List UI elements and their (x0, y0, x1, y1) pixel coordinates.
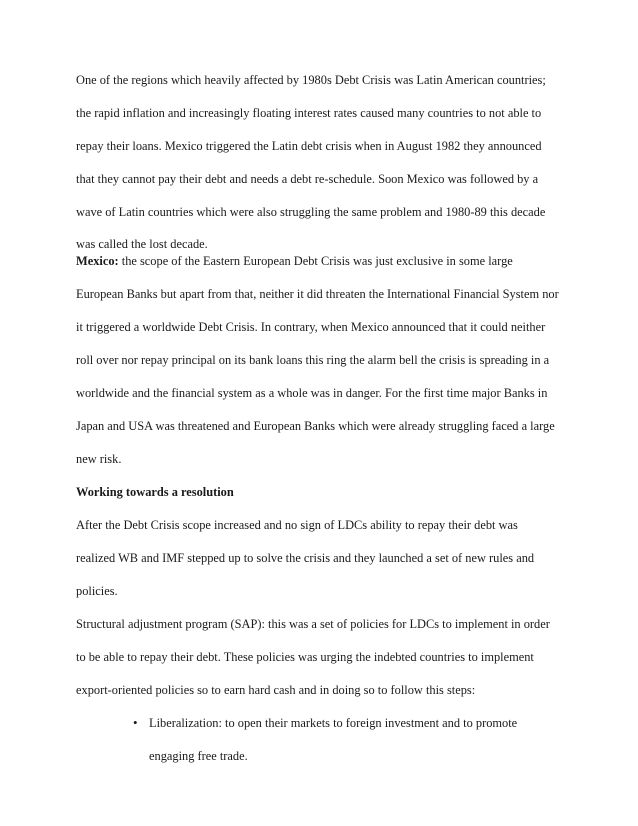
paragraph-2-line-4: roll over nor repay principal on its bank loans this ring the alarm bell the crisis is spreading in a (76, 353, 550, 367)
paragraph-3-line-3: policies. (76, 584, 118, 598)
paragraph-2-line-1 (76, 253, 513, 269)
paragraph-4-line-1: Structural adjustment program (SAP): this was a set of policies for LDCs to implement in order (76, 617, 550, 631)
paragraph-2-line-3: it triggered a worldwide Debt Crisis. In contrary, when Mexico announced that it could neither (76, 320, 546, 334)
paragraph-4-line-3: export-oriented policies so to earn hard cash and in doing so to follow this steps: (76, 683, 476, 697)
paragraph-2-line-2: European Banks but apart from that, neither it did threaten the International Financial System nor (76, 287, 559, 301)
paragraph-2-line-6: Japan and USA was threatened and European Banks which were already struggling faced a large (76, 419, 555, 433)
paragraph-3-line-1: After the Debt Crisis scope increased and no sign of LDCs ability to repay their debt was (76, 518, 518, 532)
paragraph-2-line-5: worldwide and the financial system as a whole was in danger. For the first time major Banks in (76, 386, 548, 400)
paragraph-1-line-6: was called the lost decade. (76, 237, 208, 251)
paragraph-1-line-1: One of the regions which heavily affected by 1980s Debt Crisis was Latin American countries; (76, 73, 546, 87)
section-heading: Working towards a resolution (76, 485, 234, 499)
paragraph-2-line-7: new risk. (76, 452, 122, 466)
bullet-item-line-1: Liberalization: to open their markets to foreign investment and to promote (149, 716, 518, 730)
paragraph-1-line-5: wave of Latin countries which were also struggling the same problem and 1980-89 this decade (76, 205, 546, 219)
paragraph-4-line-2: to be able to repay their debt. These policies was urging the indebted countries to implement (76, 650, 534, 664)
paragraph-2-lead: Mexico: (76, 254, 119, 268)
paragraph-2-first-line-rest: the scope of the Eastern European Debt Crisis was just exclusive in some large (118, 254, 513, 268)
bullet-icon: • (133, 715, 138, 730)
paragraph-3-line-2: realized WB and IMF stepped up to solve the crisis and they launched a set of new rules and (76, 551, 535, 565)
paragraph-1-line-4: that they cannot pay their debt and needs a debt re-schedule. Soon Mexico was followed by a (76, 172, 539, 186)
bullet-item-line-2: engaging free trade. (149, 749, 248, 763)
paragraph-1-line-2: the rapid inflation and increasingly floating interest rates caused many countries to not able to (76, 106, 542, 120)
paragraph-1-line-3: repay their loans. Mexico triggered the Latin debt crisis when in August 1982 they announced (76, 139, 542, 153)
